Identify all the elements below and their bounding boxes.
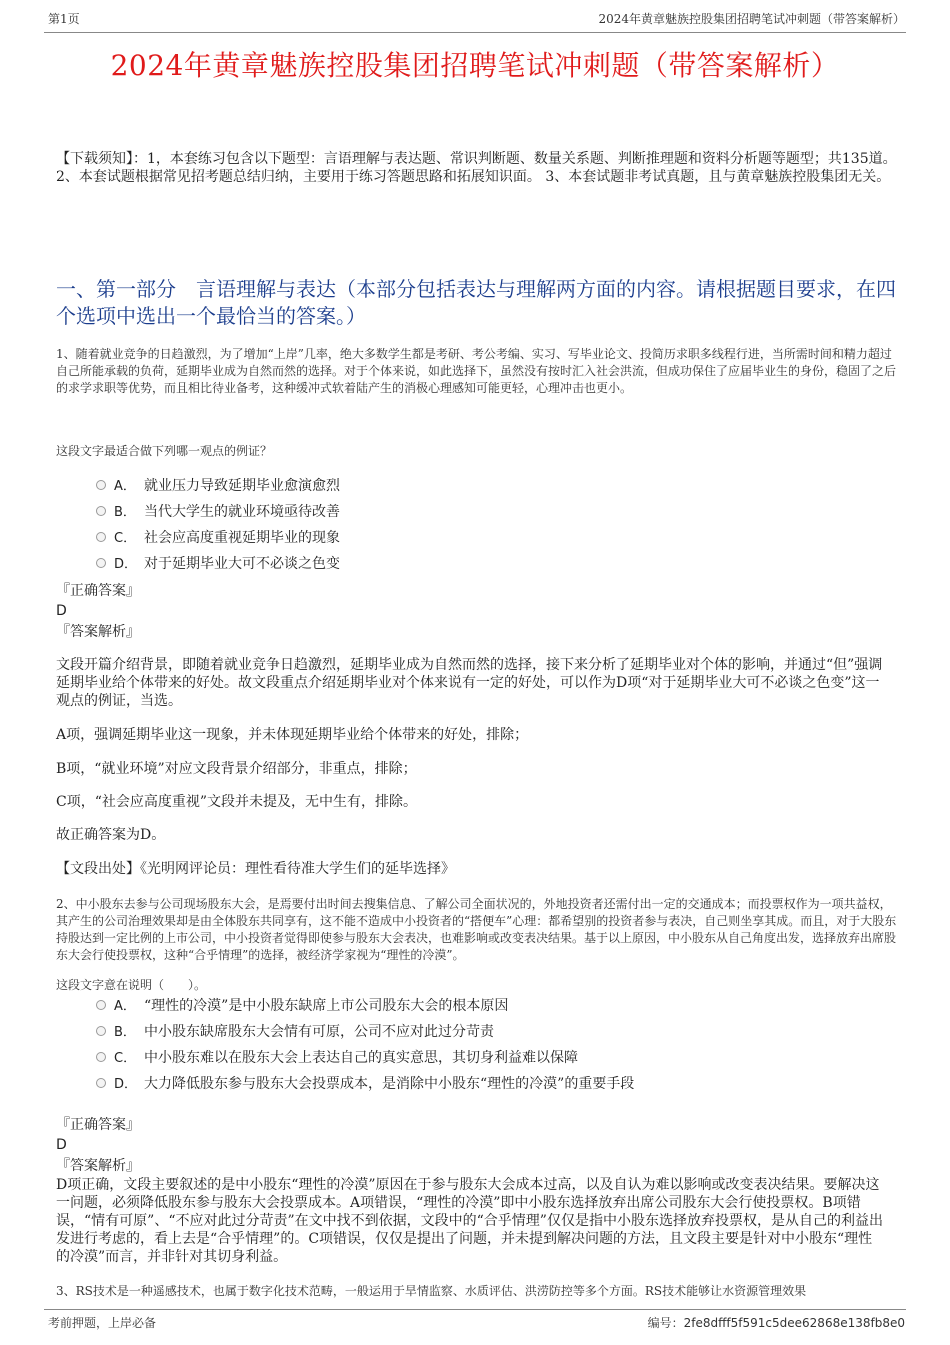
question-2-stem: 2、中小股东去参与公司现场股东大会，是焉要付出时间去搜集信息、了解公司全面状况的，外地投资者还需付出一定的交通成本；而投票权作为一项共益权，其产生的公司治理效果却是由全体股东共同享有，这不能不造成中小投资者的“搭便车”心理：都希望别的投资者参与表决，自己则坐享其成。而且，对于大股东持股达到一定比例的上市公司，中小投资者觉得即使参与股东大会表决，也难影响或改变表决结果。基于以上原因，中小股东从自己角度出发，选择放弃出席股东大会行使投票权，这种“合乎情理”的选择，被经济学家视为“理性的冷漠”。 (56, 897, 897, 962)
radio-icon[interactable] (96, 1052, 106, 1062)
question-1-prompt: 这段文字最适合做下列哪一观点的例证？ (56, 444, 273, 458)
header-doc-title: 2024年黄章魅族控股集团招聘笔试冲刺题（带答案解析） (598, 12, 905, 26)
question-2-answer: D (56, 1137, 67, 1153)
section-heading: 一、第一部分 言语理解与表达（本部分包括表达与理解两方面的内容。请根据题目要求，在四个选项中选出一个最恰当的答案。） (56, 277, 896, 328)
question-1-option-d[interactable]: D． 对于延期毕业大可不必谈之色变 (96, 551, 340, 577)
radio-icon[interactable] (96, 1078, 106, 1088)
question-1-analysis-b: B项，“就业环境”对应文段背景介绍部分，非重点，排除； (56, 761, 417, 777)
page-number: 第1页 (48, 12, 80, 26)
question-1-analysis-label: 『答案解析』 (56, 624, 140, 640)
question-1-analysis-a: A项，强调延期毕业这一现象，并未体现延期毕业给个体带来的好处，排除； (56, 727, 529, 743)
question-1-option-b[interactable]: B． 当代大学生的就业环境亟待改善 (96, 499, 340, 525)
question-1-stem: 1、随着就业竞争的日趋激烈，为了增加“上岸”几率，绝大多数学生都是考研、考公考编、实习、写毕业论文、投简历求职多线程行进，当所需时间和精力超过自己所能承载的负荷，延期毕业成为自然而然的选择。对于个体来说，如此选择下，虽然没有按时汇入社会洪流，但成功保住了应届毕业生的身份，稳固了之后的求学求职等优势，而且相比待业备考，这种缓冲式软着陆产生的消极心理感知可能更轻，心理冲击也更小。 (56, 347, 897, 395)
radio-icon[interactable] (96, 1000, 106, 1010)
radio-icon[interactable] (96, 506, 106, 516)
document-code: 编号：2fe8dfff5f591c5dee62868e138fb8e0 (647, 1316, 905, 1330)
question-1-answer: D (56, 603, 67, 619)
question-2-option-c[interactable]: C． 中小股东难以在股东大会上表达自己的真实意思，其切身利益难以保障 (96, 1045, 634, 1071)
header-divider (44, 32, 906, 33)
question-1-option-c[interactable]: C． 社会应高度重视延期毕业的现象 (96, 525, 340, 551)
question-1-analysis-c: C项，“社会应高度重视”文段并未提及，无中生有，排除。 (56, 794, 418, 810)
radio-icon[interactable] (96, 1026, 106, 1036)
question-3-stem: 3、RS技术是一种遥感技术，也属于数字化技术范畴，一般运用于旱情监察、水质评估、洪涝防控等多个方面。RS技术能够让水资源管理效果 (56, 1284, 807, 1298)
download-notice: 【下载须知】：1，本套练习包含以下题型：言语理解与表达题、常识判断题、数量关系题、判断推理题和资料分析题等题型；共135道。 2、本套试题根据常见招考题总结归纳，主要用于练习答题思路和拓展知识面。 3、本套试题非考试真题，且与黄章魅族控股集团无关。 (56, 151, 897, 185)
question-2-analysis: D项正确，文段主要叙述的是中小股东“理性的冷漠”原因在于参与股东大会成本过高，以及自认为难以影响或改变表决结果。要解决这一问题，必须降低股东参与股东大会投票成本。A项错误，“理性的冷漠”即中小股东选择放弃出席公司股东大会行使投票权。B项错误，“情有可原”、“不应对此过分苛责”在文中找不到依据，文段中的“合乎情理”仅仅是指中小股东选择放弃投票权，是从自己的利益出发进行考虑的，看上去是“合乎情理”的。C项错误，仅仅是提出了问题，并未提到解决问题的方法，且文段主要是针对中小股东“理性的冷漠”而言，并非针对其切身利益。 (56, 1177, 883, 1265)
question-1-options (96, 473, 340, 577)
question-2-answer-label: 『正确答案』 (56, 1117, 140, 1133)
question-2-options (96, 993, 634, 1097)
question-1-answer-label: 『正确答案』 (56, 583, 140, 599)
question-1-option-a[interactable]: A． 就业压力导致延期毕业愈演愈烈 (96, 473, 340, 499)
question-2-option-d[interactable]: D． 大力降低股东参与股东大会投票成本，是消除中小股东“理性的冷漠”的重要手段 (96, 1071, 634, 1097)
footer-slogan: 考前押题，上岸必备 (48, 1316, 157, 1330)
question-2-prompt: 这段文字意在说明（ ）。 (56, 978, 207, 992)
question-1-conclusion: 故正确答案为D。 (56, 827, 166, 843)
radio-icon[interactable] (96, 480, 106, 490)
footer-divider (44, 1309, 906, 1310)
radio-icon[interactable] (96, 532, 106, 542)
question-2-option-b[interactable]: B． 中小股东缺席股东大会情有可原，公司不应对此过分苛责 (96, 1019, 634, 1045)
question-2-option-a[interactable]: A． “理性的冷漠”是中小股东缺席上市公司股东大会的根本原因 (96, 993, 634, 1019)
question-2-analysis-label: 『答案解析』 (56, 1158, 140, 1174)
question-1-analysis-main: 文段开篇介绍背景，即随着就业竞争日趋激烈，延期毕业成为自然而然的选择，接下来分析了延期毕业对个体的影响，并通过“但”强调延期毕业给个体带来的好处。故文段重点介绍延期毕业对个体来说有一定的好处，可以作为D项“对于延期毕业大可不必谈之色变”这一观点的例证，当选。 (56, 657, 883, 709)
radio-icon[interactable] (96, 558, 106, 568)
document-title: 2024年黄章魅族控股集团招聘笔试冲刺题（带答案解析） (110, 49, 840, 82)
question-1-source: 【文段出处】《光明网评论员：理性看待准大学生们的延毕选择》 (56, 861, 455, 877)
